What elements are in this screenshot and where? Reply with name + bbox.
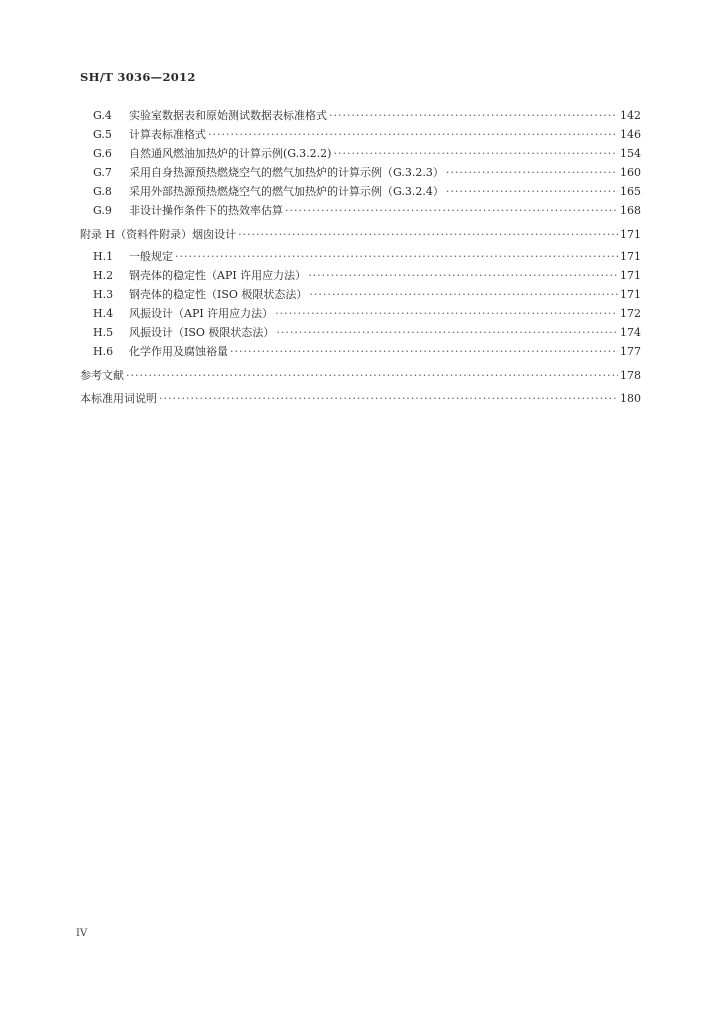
toc-entry-title: 附录 H（资料件附录）烟囱设计 [80, 228, 237, 241]
toc-entry-page: 168 [620, 204, 641, 217]
toc-entry-page: 142 [620, 109, 641, 122]
toc-dot-leader [275, 305, 618, 323]
toc-entry-page: 178 [620, 369, 641, 382]
toc-entry-g4[interactable] [93, 107, 641, 125]
toc-entry-number: G.4 [93, 109, 112, 122]
toc-entry-g7[interactable] [93, 164, 641, 182]
toc-dot-leader [309, 286, 618, 304]
toc-entry-number: H.4 [93, 307, 114, 320]
toc-entry-h3[interactable] [93, 286, 641, 304]
toc-entry-title: 计算表标准格式 [129, 128, 206, 141]
toc-entry-page: 146 [620, 128, 641, 141]
toc-entry-g6[interactable] [93, 145, 641, 163]
toc-dot-leader [126, 367, 618, 385]
toc-dot-leader [333, 145, 618, 163]
toc-dot-leader [159, 390, 618, 408]
toc-entry-g5[interactable] [93, 126, 641, 144]
toc-entry-number: G.7 [93, 166, 112, 179]
toc-entry-page: 171 [620, 288, 641, 301]
toc-dot-leader [285, 202, 618, 220]
toc-dot-leader [329, 107, 618, 125]
toc-entry-g9[interactable] [93, 202, 641, 220]
toc-entry-appendix-h[interactable] [80, 226, 641, 244]
toc-dot-leader [175, 248, 618, 266]
toc-entry-h5[interactable] [93, 324, 641, 342]
toc-dot-leader [276, 324, 618, 342]
toc-entry-page: 171 [620, 250, 641, 263]
toc-entry-title: 参考文献 [80, 369, 124, 382]
toc-entry-title: 采用外部热源预热燃烧空气的燃气加热炉的计算示例（G.3.2.4） [129, 185, 444, 198]
toc-entry-h1[interactable] [93, 248, 641, 266]
toc-entry-h2[interactable] [93, 267, 641, 285]
toc-entry-number: G.9 [93, 204, 112, 217]
toc-entry-page: 171 [620, 228, 641, 241]
toc-entry-number: H.1 [93, 250, 114, 263]
toc-dot-leader [208, 126, 618, 144]
toc-entry-number: H.2 [93, 269, 114, 282]
toc-entry-number: G.8 [93, 185, 112, 198]
toc-entry-title: 钢壳体的稳定性（API 许用应力法） [129, 269, 307, 282]
page-header-standard-id: SH/T 3036—2012 [80, 70, 196, 84]
toc-entry-h4[interactable] [93, 305, 641, 323]
toc-entry-wording-explanation[interactable] [80, 390, 641, 408]
toc-entry-title: 非设计操作条件下的热效率估算 [129, 204, 283, 217]
toc-entry-title: 风振设计（ISO 极限状态法） [129, 326, 275, 339]
toc-dot-leader [308, 267, 618, 285]
toc-dot-leader [446, 183, 618, 201]
toc-entry-number: H.3 [93, 288, 114, 301]
toc-entry-title: 实验室数据表和原始测试数据表标准格式 [129, 109, 327, 122]
toc-entry-h6[interactable] [93, 343, 641, 361]
toc-entry-title: 钢壳体的稳定性（ISO 极限状态法） [129, 288, 308, 301]
toc-entry-title: 一般规定 [129, 250, 173, 263]
toc-dot-leader [446, 164, 618, 182]
toc-entry-g8[interactable] [93, 183, 641, 201]
toc-dot-leader [238, 226, 618, 244]
page-number: IV [76, 928, 88, 939]
toc-entry-page: 160 [620, 166, 641, 179]
toc-entry-references[interactable] [80, 367, 641, 385]
toc-entry-number: G.5 [93, 128, 112, 141]
toc-entry-title: 采用自身热源预热燃烧空气的燃气加热炉的计算示例（G.3.2.3） [129, 166, 444, 179]
toc-entry-title: 本标准用词说明 [80, 392, 157, 405]
toc-entry-number: H.5 [93, 326, 114, 339]
toc-entry-page: 171 [620, 269, 641, 282]
toc-entry-number: G.6 [93, 147, 112, 160]
toc-entry-number: H.6 [93, 345, 114, 358]
toc-entry-page: 154 [620, 147, 641, 160]
toc-entry-page: 165 [620, 185, 641, 198]
toc-entry-page: 174 [620, 326, 641, 339]
toc-entry-title: 化学作用及腐蚀裕量 [129, 345, 228, 358]
toc-entry-title: 风振设计（API 许用应力法） [129, 307, 274, 320]
toc-entry-page: 180 [620, 392, 641, 405]
toc-entry-page: 172 [620, 307, 641, 320]
toc-entry-page: 177 [620, 345, 641, 358]
toc-dot-leader [230, 343, 618, 361]
toc-entry-title: 自然通风燃油加热炉的计算示例(G.3.2.2) [129, 147, 332, 160]
